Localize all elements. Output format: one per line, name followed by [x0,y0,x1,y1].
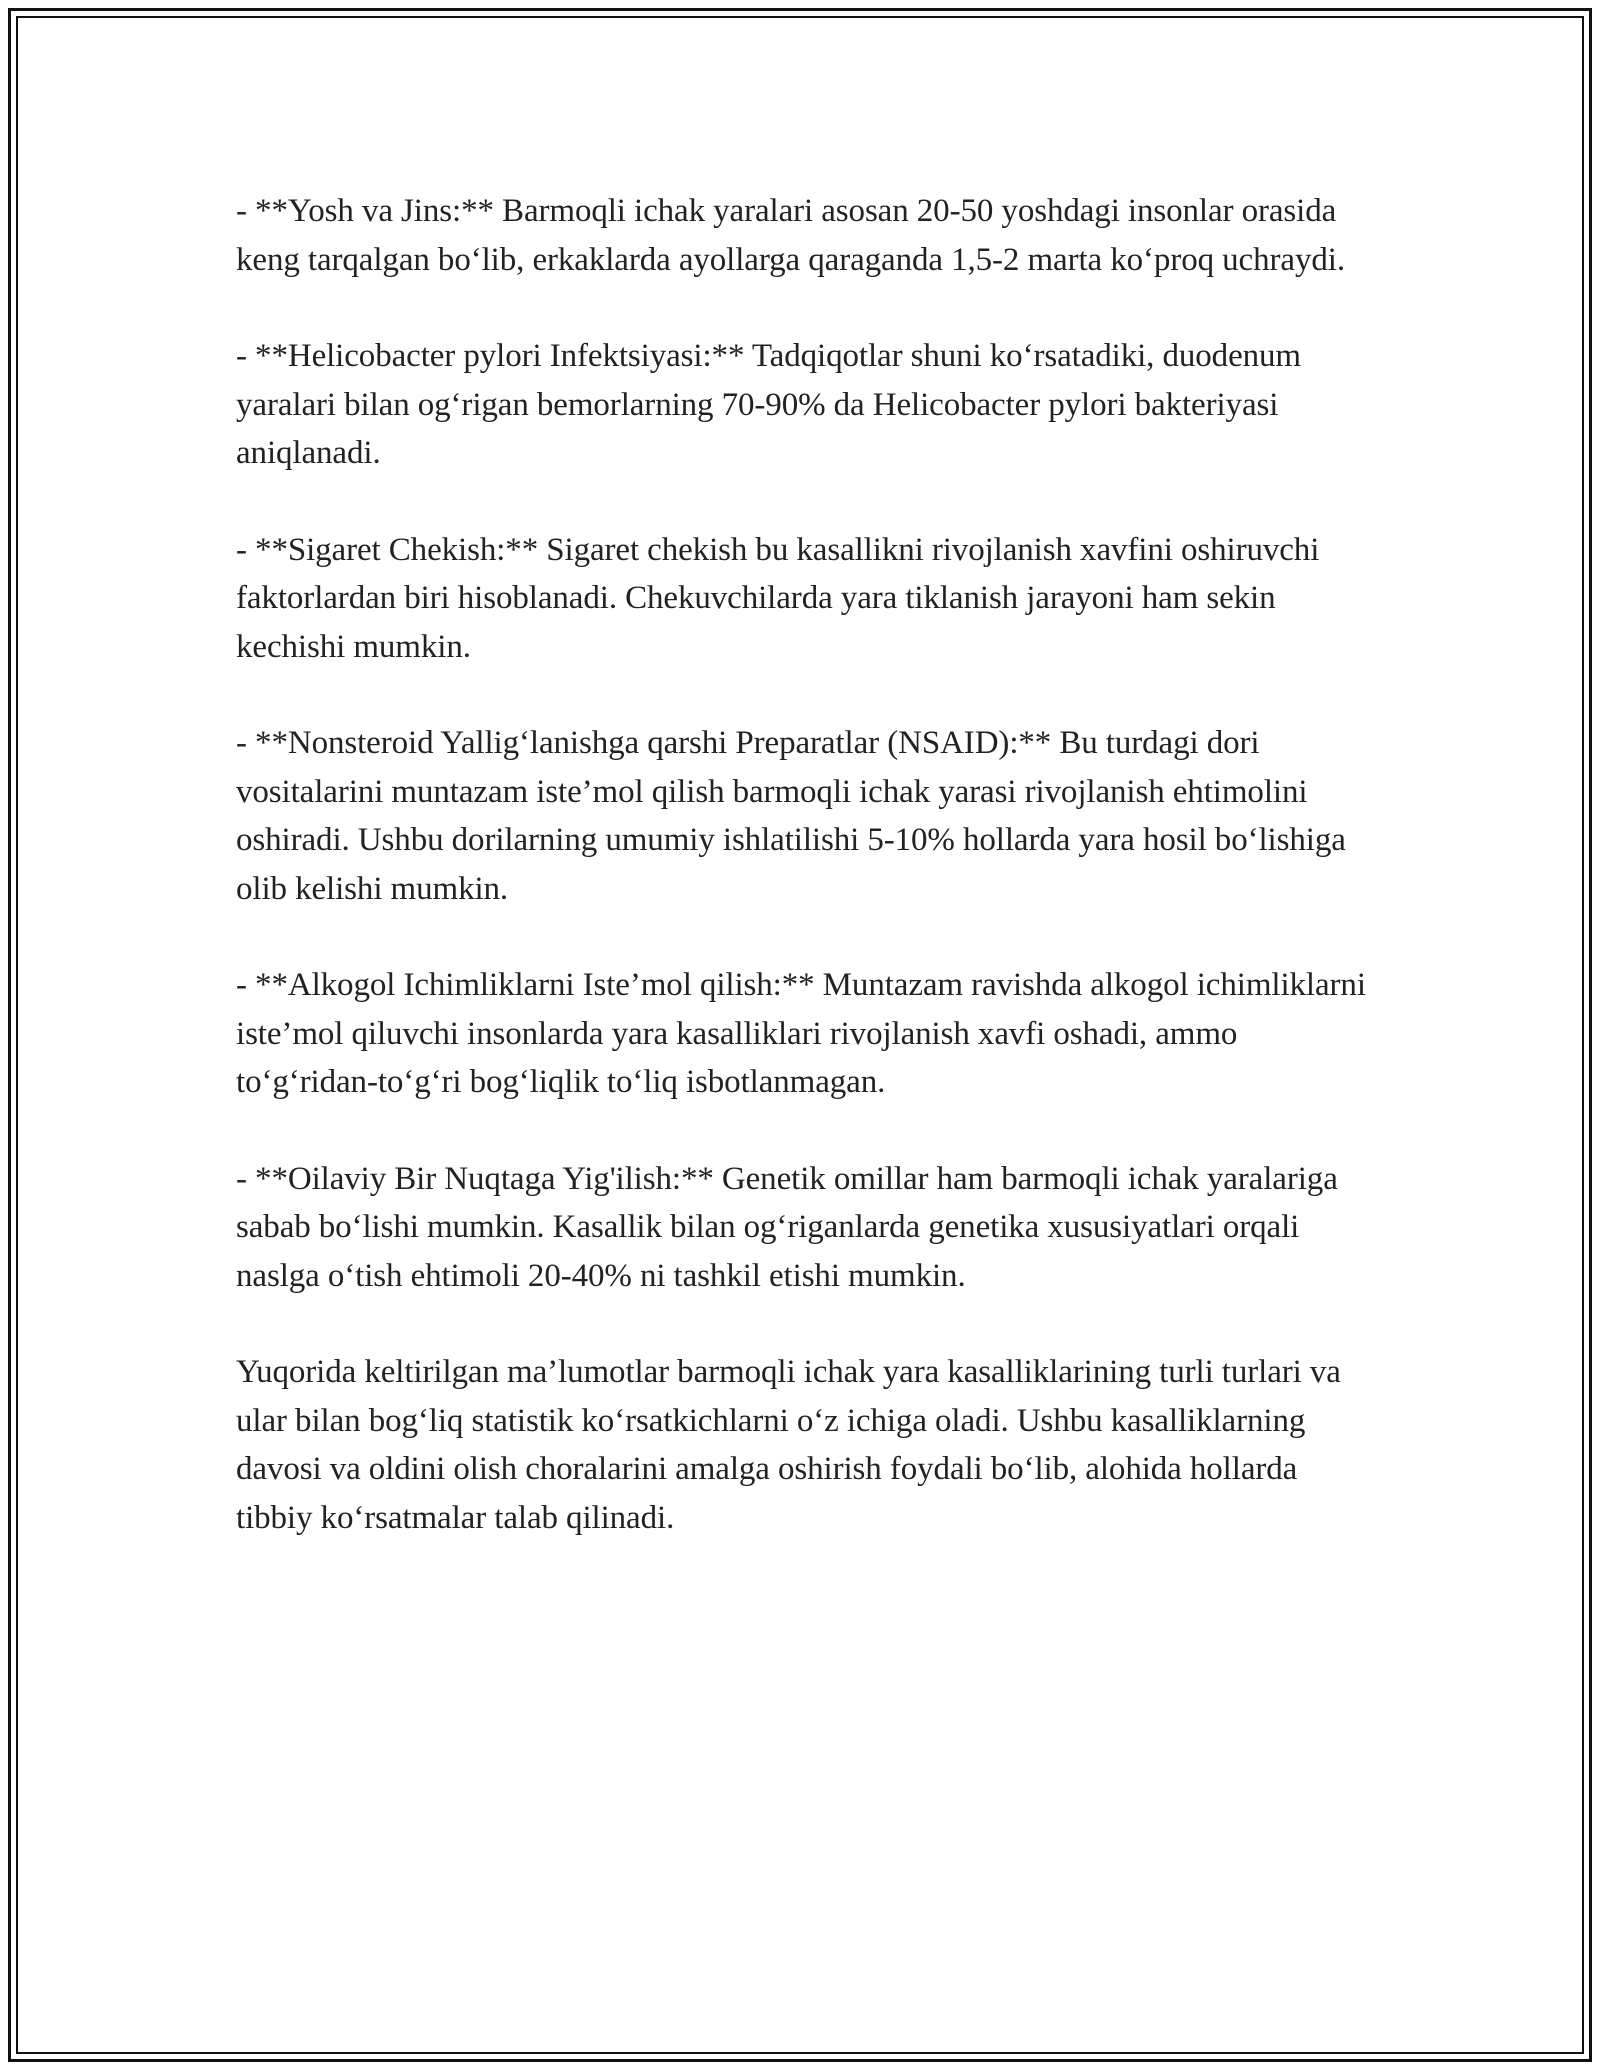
paragraph-alcohol: - **Alkogol Ichimliklarni Iste’mol qilish:** Muntazam ravishda alkogol ichimliklarni iste’mol qiluvchi insonlarda yara kasalliklari rivojlanish xavfi oshadi, ammo to‘g‘ridan-to‘g‘ri bog‘liqlik to‘liq isbotlanmagan. [236,967,1366,1100]
paragraph-helicobacter: - **Helicobacter pylori Infektsiyasi:** Tadqiqotlar shuni ko‘rsatadiki, duodenum yaralari bilan og‘rigan bemorlarning 70-90% da Helicobacter pylori bakteriyasi aniqlanadi. [236,338,1302,471]
paragraph-nsaid: - **Nonsteroid Yallig‘lanishga qarshi Preparatlar (NSAID):** Bu turdagi dori vositalarini muntazam iste’mol qilish barmoqli ichak yarasi rivojlanish ehtimolini oshiradi. Ushbu dorilarning umumiy ishlatilishi 5-10% hollarda yara hosil bo‘lishiga olib kelishi mumkin. [236,725,1346,907]
paragraph-smoking: - **Sigaret Chekish:** Sigaret chekish bu kasallikni rivojlanish xavfini oshiruvchi faktorlardan biri hisoblanadi. Chekuvchilarda yara tiklanish jarayoni ham sekin kechishi mumkin. [236,531,1320,665]
paragraph-age-gender: - **Yosh va Jins:** Barmoqli ichak yaralari asosan 20-50 yoshdagi insonlar orasida keng tarqalgan bo‘lib, erkaklarda ayollarga qaraganda 1,5-2 marta ko‘proq uchraydi. [236,193,1345,278]
paragraph-conclusion: Yuqorida keltirilgan ma’lumotlar barmoqli ichak yara kasalliklarining turli turlari va ular bilan bog‘liq statistik ko‘rsatkichlarni o‘z ichiga oladi. Ushbu kasalliklarning davosi va oldini olish choralarini amalga oshirish foydali bo‘lib, alohida hollarda tibbiy ko‘rsatmalar talab qilinadi. [236,1354,1341,1536]
document-body [236,187,1376,1590]
paragraph-family: - **Oilaviy Bir Nuqtaga Yig'ilish:** Genetik omillar ham barmoqli ichak yaralariga sabab bo‘lishi mumkin. Kasallik bilan og‘riganlarda genetika xususiyatlari orqali naslga o‘tish ehtimoli 20-40% ni tashkil etishi mumkin. [236,1160,1338,1294]
